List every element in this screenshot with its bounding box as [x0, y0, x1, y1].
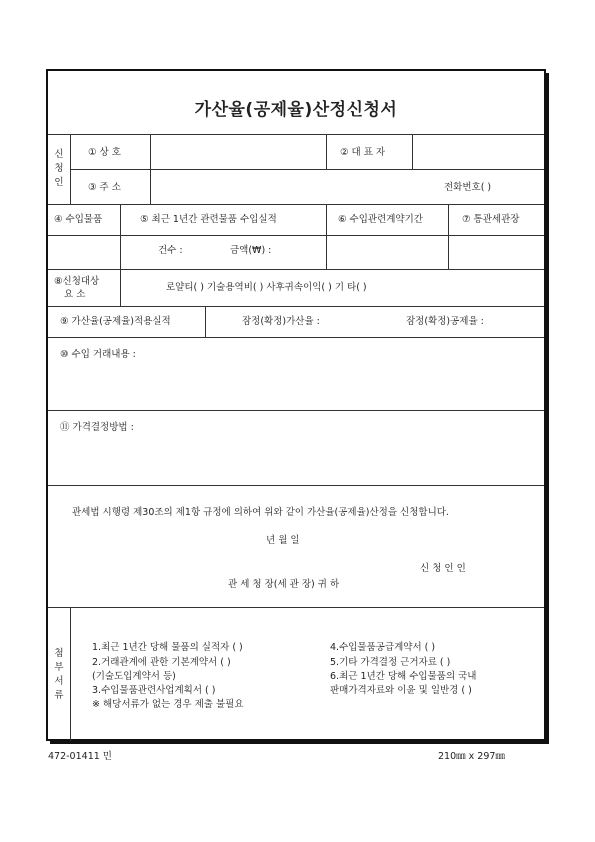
target-label-2: 요 소 — [64, 289, 86, 300]
divider — [48, 306, 544, 307]
attachment-item: 5.기타 가격결정 근거자료 ( ) — [330, 657, 451, 668]
side-char: 청 — [54, 163, 64, 174]
divider — [48, 410, 544, 411]
form-title: 가산율(공제율)산정신청서 — [194, 100, 398, 120]
declaration-applicant: 신 청 인 인 — [420, 563, 466, 574]
representative-field[interactable] — [418, 147, 538, 161]
side-char: 신 — [54, 149, 64, 160]
divider — [412, 134, 413, 169]
attachment-note: ※ 해당서류가 없는 경우 제출 불필요 — [92, 699, 244, 710]
applied-result-label: ⑨ 가산율(공제율)적용실적 — [60, 316, 171, 327]
side-char: 부 — [54, 662, 64, 673]
attachment-item: 2.거래관계에 관한 기본계약서 ( ) — [92, 657, 231, 668]
divider — [48, 235, 544, 236]
attachments-side-label — [52, 647, 66, 703]
provisional-add-label: 잠정(확정)가산율 : — [242, 316, 320, 327]
declaration-date: 년 월 일 — [266, 535, 300, 546]
attachment-item: 4.수입물품공급계약서 ( ) — [330, 642, 436, 653]
form-code: 472-01411 민 — [48, 751, 112, 762]
divider — [70, 607, 71, 741]
address-field[interactable] — [158, 182, 428, 196]
customs-office-label: ⑦ 통관세관장 — [462, 214, 520, 225]
target-items: 로얄티( ) 기술용역비( ) 사후귀속이익( ) 기 타( ) — [166, 282, 367, 293]
trade-details-label: ⑩ 수입 거래내용 : — [60, 349, 136, 360]
declaration-addressee: 관 세 청 장(세 관 장) 귀 하 — [228, 579, 340, 590]
form-shadow-right — [546, 73, 549, 744]
divider — [326, 204, 327, 269]
contract-period-label: ⑥ 수입관련계약기간 — [338, 214, 423, 225]
divider — [48, 134, 544, 135]
divider — [70, 169, 544, 170]
amount-label: 금액(₩) : — [230, 245, 272, 256]
divider — [70, 134, 71, 204]
address-label: ③ 주 소 — [88, 182, 121, 193]
divider — [448, 204, 449, 269]
recent-import-label: ⑤ 최근 1년간 관련물품 수입실적 — [140, 214, 277, 225]
attachment-item: (기술도입계약서 등) — [92, 671, 176, 682]
attachment-item: 판매가격자료와 이윤 및 일반경 ( ) — [330, 685, 472, 696]
target-label: ⑧신청대상 — [54, 276, 100, 287]
representative-label: ② 대 표 자 — [340, 147, 386, 158]
divider — [150, 134, 151, 204]
divider — [326, 134, 327, 169]
import-goods-label: ④ 수입물품 — [54, 214, 103, 225]
divider — [120, 204, 121, 269]
attachment-item: 1.최근 1년간 당해 물품의 실적자 ( ) — [92, 642, 243, 653]
paper-size: 210㎜ x 297㎜ — [438, 751, 505, 762]
form-shadow-bottom — [50, 741, 549, 744]
declaration-statement: 관세법 시행령 제30조의 제1항 규정에 의하여 위와 같이 가산율(공제율)산정을 신청합니다. — [72, 507, 449, 518]
company-field[interactable] — [158, 147, 318, 161]
side-char: 첨 — [54, 648, 64, 659]
phone-label: 전화번호( ) — [444, 182, 492, 193]
divider — [205, 306, 206, 337]
divider — [48, 607, 544, 608]
count-label: 건수 : — [158, 245, 183, 256]
divider — [48, 337, 544, 338]
company-label: ① 상 호 — [88, 147, 121, 158]
divider — [48, 485, 544, 486]
divider — [48, 269, 544, 270]
attachment-item: 6.최근 1년간 당해 수입물품의 국내 — [330, 671, 477, 682]
divider — [120, 269, 121, 306]
divider — [48, 204, 544, 205]
side-char: 인 — [54, 177, 64, 188]
side-char: 류 — [54, 690, 64, 701]
side-char: 서 — [54, 676, 64, 687]
provisional-ded-label: 잠정(확정)공제율 : — [406, 316, 484, 327]
attachment-item: 3.수입물품관련사업계획서 ( ) — [92, 685, 216, 696]
price-method-label: ⑪ 가격결정방법 : — [60, 422, 134, 433]
application-form — [46, 69, 546, 741]
applicant-side-label — [52, 148, 66, 190]
